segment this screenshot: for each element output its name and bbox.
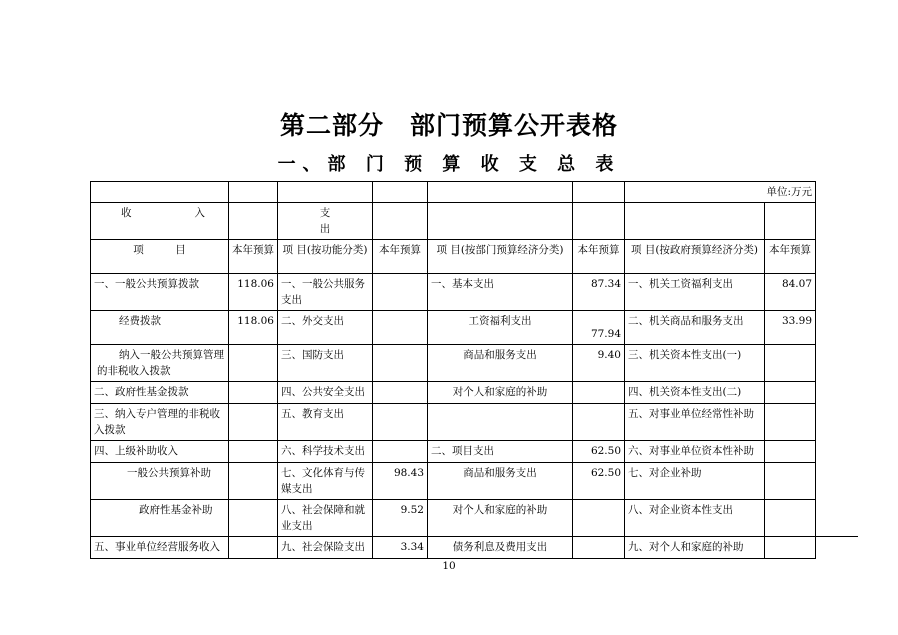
gov-item: 五、对事业单位经常性补助 bbox=[625, 404, 765, 441]
expense-header: 支 出 bbox=[278, 203, 373, 240]
income-amount bbox=[229, 404, 278, 441]
dept-item bbox=[428, 404, 573, 441]
func-item: 六、科学技术支出 bbox=[278, 441, 373, 463]
func-amount bbox=[373, 382, 428, 404]
table-title: 一、部 门 预 算 收 支 总 表 bbox=[277, 154, 621, 175]
table-row bbox=[91, 441, 816, 463]
income-amount bbox=[229, 500, 278, 537]
dept-item: 对个人和家庭的补助 bbox=[428, 500, 573, 537]
func-amount: 98.43 bbox=[373, 463, 428, 500]
func-item: 八、社会保障和就业支出 bbox=[278, 500, 373, 537]
page-heading: 第二部分 部门预算公开表格 bbox=[279, 111, 618, 140]
dept-amount bbox=[573, 537, 625, 559]
dept-item: 商品和服务支出 bbox=[428, 345, 573, 382]
gov-amount bbox=[765, 537, 816, 559]
func-item: 三、国防支出 bbox=[278, 345, 373, 382]
func-item: 四、公共安全支出 bbox=[278, 382, 373, 404]
func-item: 九、社会保险支出 bbox=[278, 537, 373, 559]
income-amount bbox=[229, 537, 278, 559]
func-item: 五、教育支出 bbox=[278, 404, 373, 441]
gov-item: 六、对事业单位资本性补助 bbox=[625, 441, 765, 463]
dept-amount bbox=[573, 382, 625, 404]
income-amount bbox=[229, 382, 278, 404]
table-row bbox=[91, 274, 816, 311]
func-amount bbox=[373, 311, 428, 345]
table-row bbox=[91, 382, 816, 404]
income-header: 收 入 bbox=[91, 203, 229, 240]
income-amount: 118.06 bbox=[229, 311, 278, 345]
func-amount bbox=[373, 404, 428, 441]
table-row bbox=[91, 500, 816, 537]
dept-item: 二、项目支出 bbox=[428, 441, 573, 463]
income-item: 二、政府性基金拨款 bbox=[91, 382, 229, 404]
gov-item: 九、对个人和家庭的补助 bbox=[625, 537, 765, 559]
income-item: 一般公共预算补助 bbox=[91, 463, 229, 500]
dept-amount: 62.50 bbox=[573, 441, 625, 463]
dept-amount: 87.34 bbox=[573, 274, 625, 311]
dept-amount: 9.40 bbox=[573, 345, 625, 382]
func-amount bbox=[373, 345, 428, 382]
func-amount: 9.52 bbox=[373, 500, 428, 537]
table-row bbox=[91, 404, 816, 441]
func-amount: 3.34 bbox=[373, 537, 428, 559]
col-header-budget: 本年预算 bbox=[229, 240, 278, 274]
func-amount bbox=[373, 441, 428, 463]
dept-amount bbox=[573, 500, 625, 537]
dept-amount: 77.94 bbox=[573, 311, 625, 345]
gov-amount bbox=[765, 345, 816, 382]
income-item: 一、一般公共预算拨款 bbox=[91, 274, 229, 311]
income-item: 四、上级补助收入 bbox=[91, 441, 229, 463]
income-amount bbox=[229, 345, 278, 382]
income-amount bbox=[229, 441, 278, 463]
gov-amount bbox=[765, 500, 816, 537]
table-row bbox=[91, 345, 816, 382]
table-row bbox=[91, 311, 816, 345]
gov-amount: 84.07 bbox=[765, 274, 816, 311]
col-header-budget: 本年预算 bbox=[573, 240, 625, 274]
gov-amount bbox=[765, 382, 816, 404]
table-row bbox=[91, 463, 816, 500]
func-item: 七、文化体育与传媒支出 bbox=[278, 463, 373, 500]
income-amount bbox=[229, 463, 278, 500]
unit-label: 单位:万元 bbox=[625, 182, 816, 203]
gov-item: 二、机关商品和服务支出 bbox=[625, 311, 765, 345]
gov-item: 七、对企业补助 bbox=[625, 463, 765, 500]
gov-item: 三、机关资本性支出(一) bbox=[625, 345, 765, 382]
income-amount: 118.06 bbox=[229, 274, 278, 311]
page-number: 10 bbox=[442, 560, 456, 572]
col-header-gov-econ: 项 目(按政府预算经济分类) bbox=[625, 240, 765, 274]
gov-amount bbox=[765, 404, 816, 441]
gov-item: 四、机关资本性支出(二) bbox=[625, 382, 765, 404]
income-item: 五、事业单位经营服务收入 bbox=[91, 537, 229, 559]
dept-item: 工资福利支出 bbox=[428, 311, 573, 345]
gov-amount bbox=[765, 463, 816, 500]
gov-amount bbox=[765, 441, 816, 463]
dept-amount: 62.50 bbox=[573, 463, 625, 500]
income-item: 纳入一般公共预算管理的非税收入拨款 bbox=[91, 345, 229, 382]
table-bottom-rule bbox=[90, 536, 858, 537]
col-header-item: 项 目 bbox=[91, 240, 229, 274]
gov-amount: 33.99 bbox=[765, 311, 816, 345]
income-item: 经费拨款 bbox=[91, 311, 229, 345]
dept-item: 一、基本支出 bbox=[428, 274, 573, 311]
func-amount bbox=[373, 274, 428, 311]
dept-item: 商品和服务支出 bbox=[428, 463, 573, 500]
gov-item: 八、对企业资本性支出 bbox=[625, 500, 765, 537]
dept-item: 对个人和家庭的补助 bbox=[428, 382, 573, 404]
income-item: 三、纳入专户管理的非税收入拨款 bbox=[91, 404, 229, 441]
func-item: 二、外交支出 bbox=[278, 311, 373, 345]
dept-item: 债务利息及费用支出 bbox=[428, 537, 573, 559]
budget-summary-table bbox=[90, 181, 816, 559]
col-header-budget: 本年预算 bbox=[765, 240, 816, 274]
func-item: 一、一般公共服务支出 bbox=[278, 274, 373, 311]
col-header-dept-econ: 项 目(按部门预算经济分类) bbox=[428, 240, 573, 274]
col-header-func: 项 目(按功能分类) bbox=[278, 240, 373, 274]
income-item: 政府性基金补助 bbox=[91, 500, 229, 537]
dept-amount bbox=[573, 404, 625, 441]
gov-item: 一、机关工资福利支出 bbox=[625, 274, 765, 311]
table-row bbox=[91, 537, 816, 559]
col-header-budget: 本年预算 bbox=[373, 240, 428, 274]
